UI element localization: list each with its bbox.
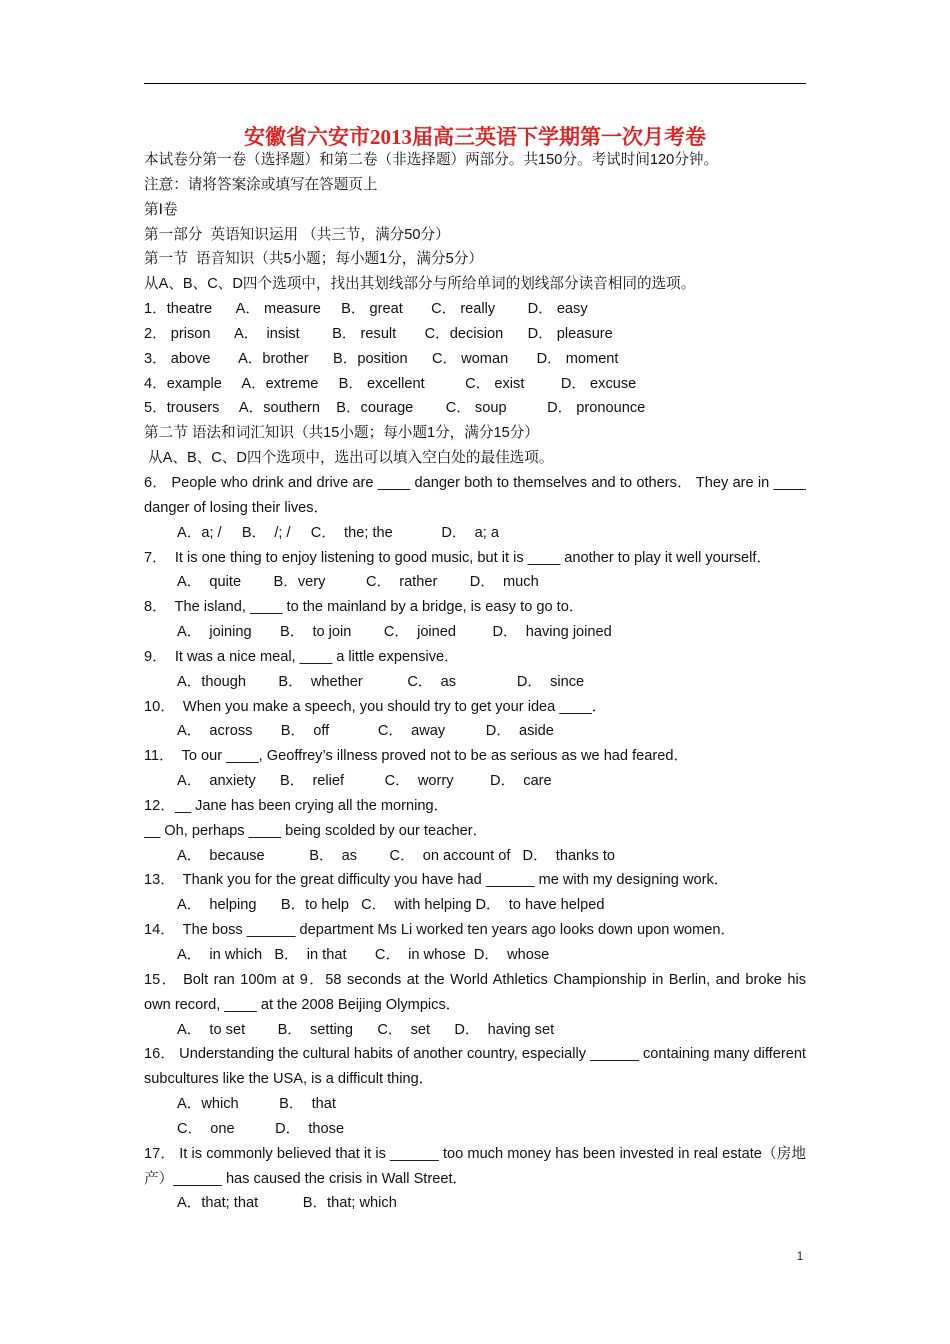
text-line: 从A、B、C、D四个选项中，选出可以填入空白处的最佳选项。 (144, 450, 554, 467)
answer-options: C． one D． those (177, 1120, 345, 1137)
text-line: 1．theatre A． measure B． great C． really D． easy (144, 301, 588, 318)
text-line: 第一部分 英语知识运用 （共三节，满分50分） (144, 226, 450, 243)
text-line: 16． Understanding the cultural habits of another country, especially ______ containing many different subcultures like the USA, is a difficult thing． (144, 1046, 806, 1088)
answer-options: A．that; that B．that; which (177, 1195, 397, 1212)
page-number: 1 (796, 1249, 804, 1263)
text-line: 第Ⅰ卷 (144, 201, 178, 218)
answer-options: A． because B． as C． on account of D． thanks to (177, 847, 615, 864)
answer-options: A． in which B． in that C． in whose D． whose (177, 947, 550, 963)
answer-options: A． anxiety B． relief C． worry D． care (177, 773, 552, 790)
text-line: 第二节 语法和词汇知识（共15小题；每小题1分，满分15分） (144, 425, 539, 442)
answer-options: A． across B． off C． away D． aside (177, 723, 554, 740)
text-line: 从A、B、C、D四个选项中，找出其划线部分与所给单词的划线部分读音相同的选项。 (144, 276, 696, 293)
text-line: __ Oh, perhaps ____ being scolded by our teacher． (144, 822, 488, 839)
text-line: 4．example A．extreme B． excellent C． exist D． excuse (144, 375, 637, 392)
text-line: 10． When you make a speech, you should try to get your idea ____． (144, 698, 607, 715)
answer-options: A．a; / B． /; / C． the; the D． a; a (177, 524, 499, 541)
text-line: 15． Bolt ran 100m at 9．58 seconds at the World Athletics Championship in Berlin, and broke his own record, ____ at the 2008 Beijing Olympics． (144, 971, 806, 1013)
text-line: 2． prison A． insist B． result C．decision D． pleasure (144, 325, 613, 342)
text-line: 注意：请将答案涂或填写在答题页上 (144, 176, 378, 193)
text-line: 12．__ Jane has been crying all the morning． (144, 797, 449, 814)
text-line: 13． Thank you for the great difficulty you have had ______ me with my designing work． (144, 872, 729, 889)
text-line: 第一节 语音知识（共5小题；每小题1分，满分5分） (144, 251, 483, 268)
answer-options: A． joining B． to join C． joined D． having joined (177, 624, 612, 641)
text-line: 14． The boss ______ department Ms Li worked ten years ago looks down upon women． (144, 922, 736, 939)
text-line: 7． It is one thing to enjoy listening to good music, but it is ____ another to play it well yourself． (144, 549, 772, 566)
document-body (144, 148, 806, 1216)
text-line: 17． It is commonly believed that it is ______ too much money has been invested in real estate（房地产）______ has caused the crisis in Wall Street． (144, 1145, 806, 1187)
header-rule (144, 83, 806, 84)
page-title: 安徽省六安市2013届高三英语下学期第一次月考卷 (244, 125, 706, 149)
text-line: 8． The island, ____ to the mainland by a bridge, is easy to go to． (144, 599, 584, 616)
text-line: 11． To our ____, Geoffrey’s illness proved not to be as serious as we had feared． (144, 748, 689, 765)
text-line: 本试卷分第一卷（选择题）和第二卷（非选择题）两部分。共150分。考试时间120分钟。 (144, 152, 719, 168)
answer-options: A．which B． that (177, 1096, 336, 1113)
text-line: 6． People who drink and drive are ____ danger both to themselves and to others． They are in ____ danger of losing their lives． (144, 474, 806, 516)
answer-options: A． helping B．to help C． with helping D． to have helped (177, 897, 605, 914)
text-line: 9． It was a nice meal, ____ a little expensive． (144, 648, 459, 665)
answer-options: A． to set B． setting C． set D． having set (177, 1021, 555, 1038)
text-line: 3． above A．brother B．position C． woman D． moment (144, 350, 619, 367)
answer-options: A． quite B．very C． rather D． much (177, 574, 539, 591)
answer-options: A．though B． whether C． as D． since (177, 673, 585, 690)
text-line: 5．trousers A．southern B．courage C． soup D． pronounce (144, 400, 646, 417)
